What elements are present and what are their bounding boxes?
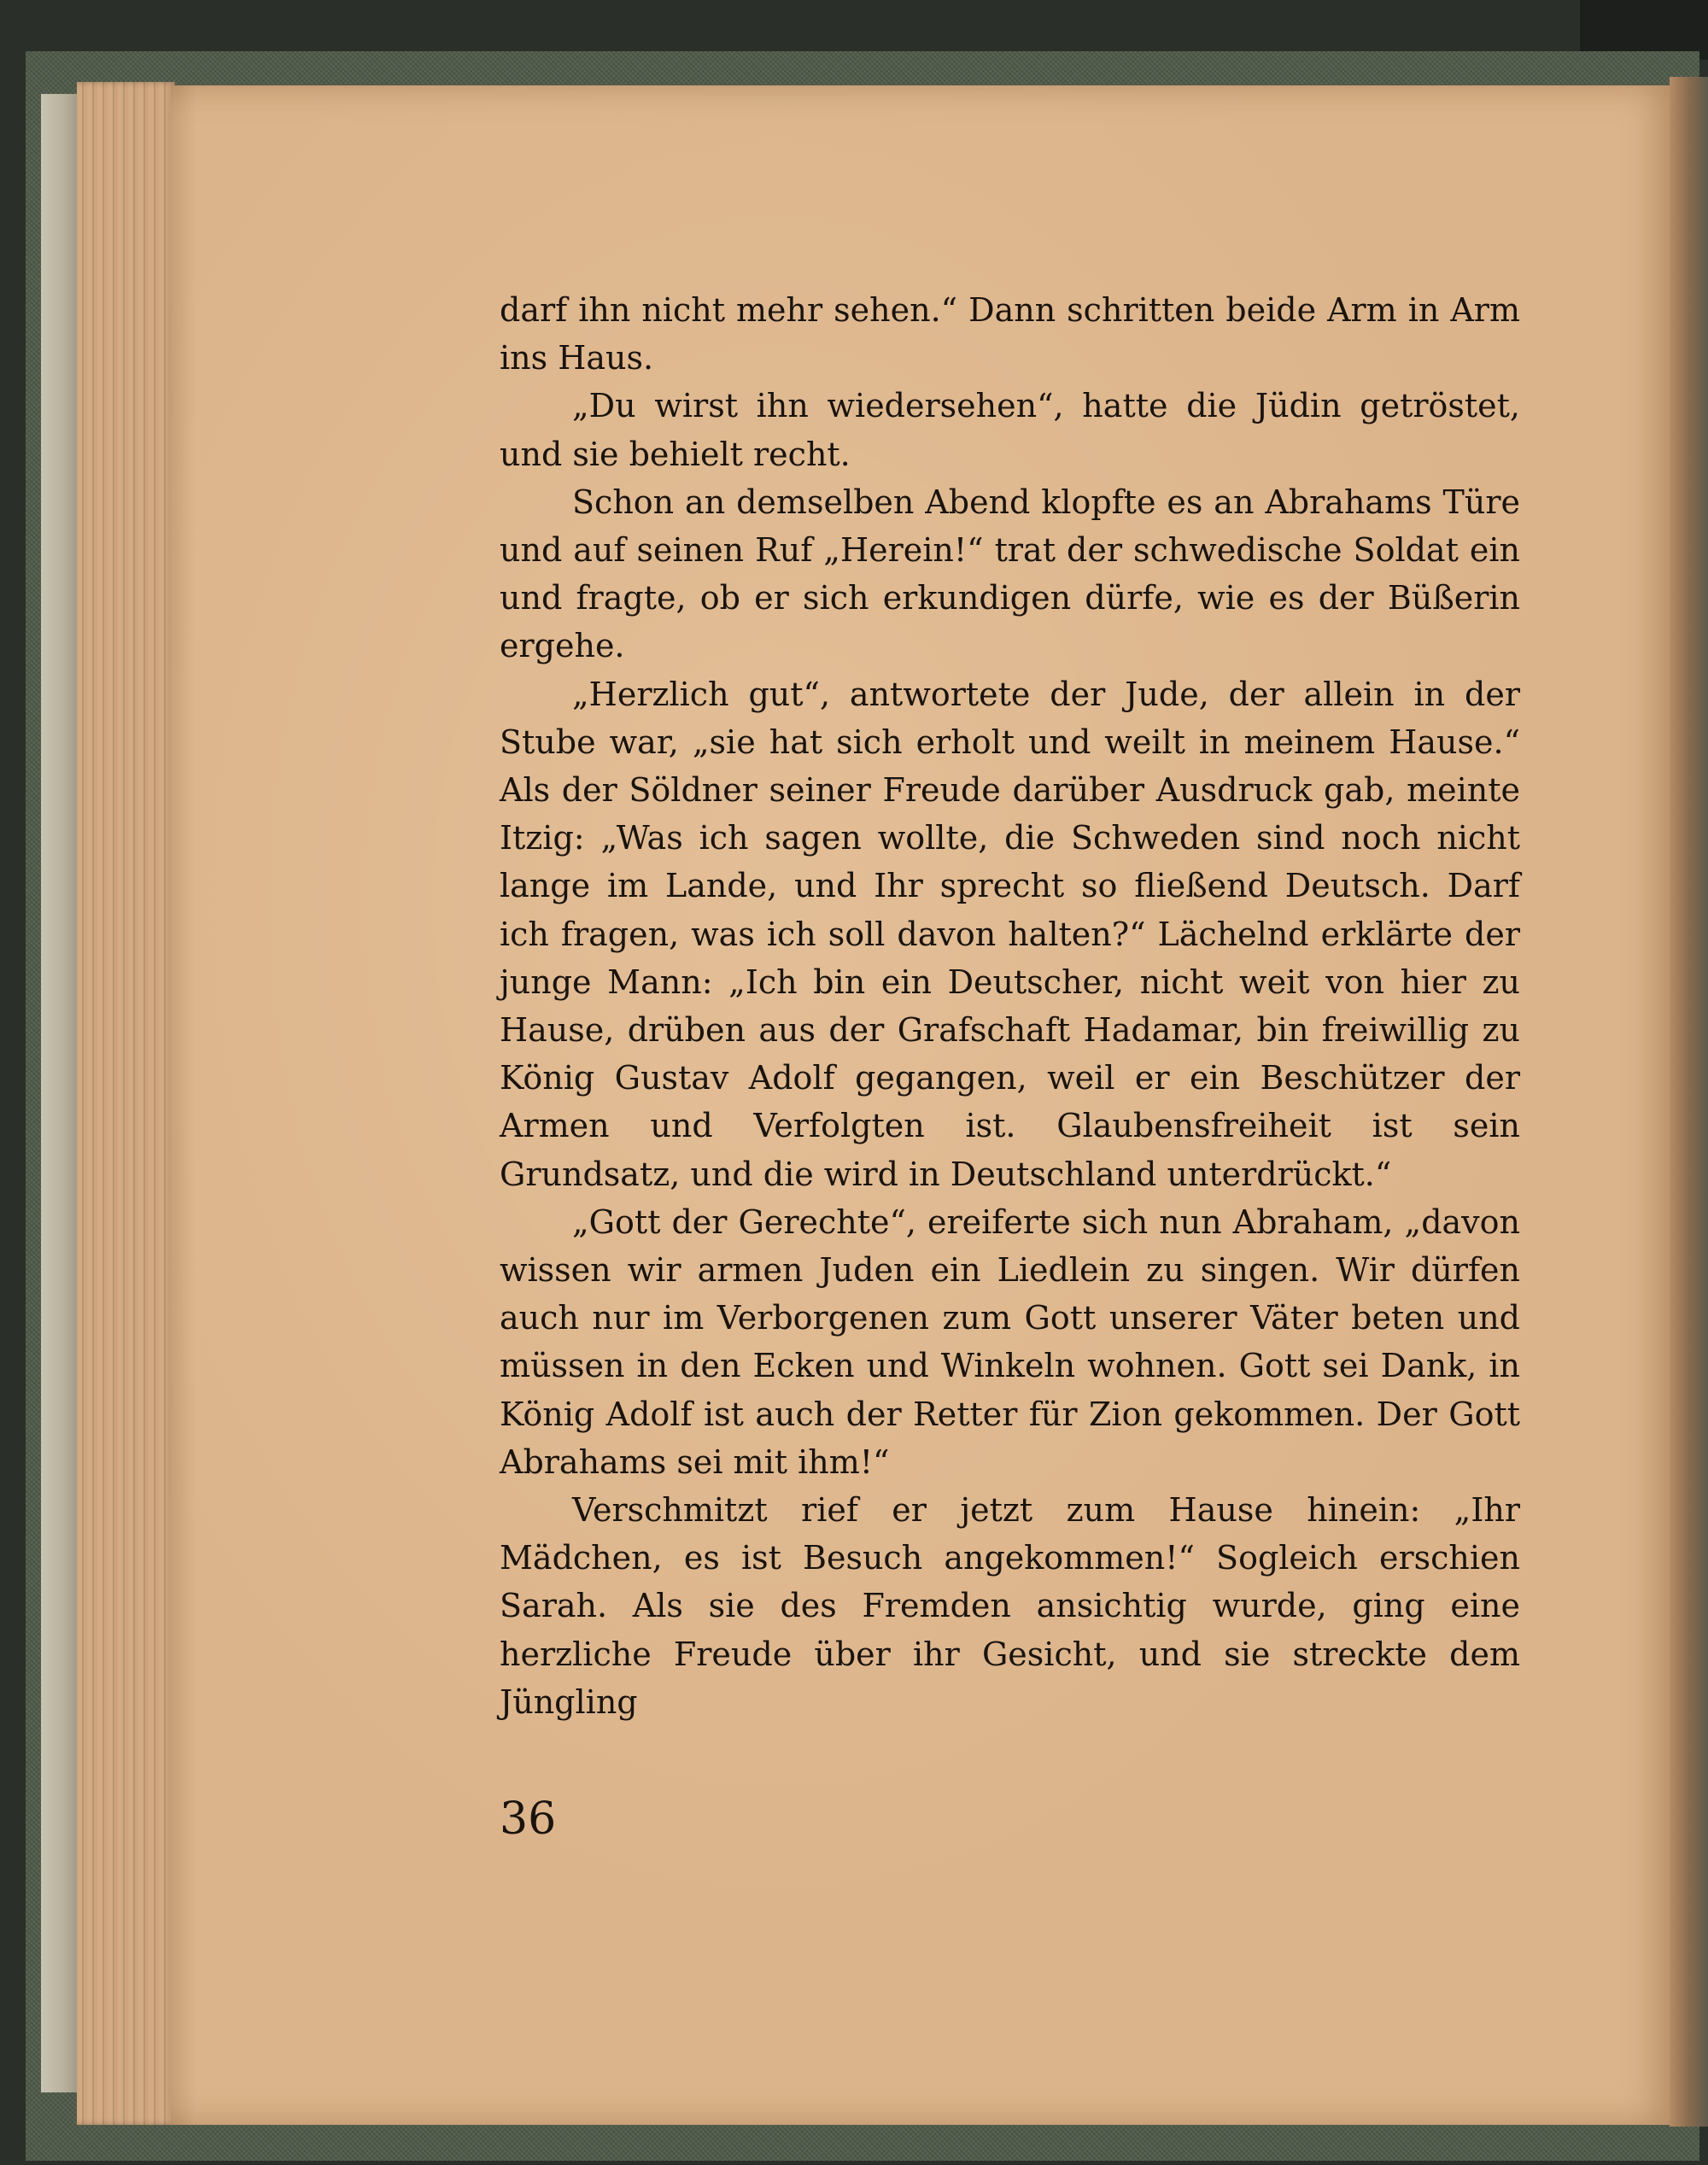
page-number: 36 xyxy=(500,1793,557,1845)
paragraph-2: „Du wirst ihn wiedersehen“, hatte die Jüdin getröstet, und sie behielt recht. xyxy=(500,387,1520,473)
paragraph-4: „Herzlich gut“, antwortete der Jude, der allein in der Stube war, „sie hat sich erholt und weilt in meinem Hause.“ Als der Söldner seiner Freude darüber Ausdruck gab, meinte Itzig: „Was ich sagen wollte, die Schweden sind noch nicht lange im Lande, und Ihr sprecht so fließend Deutsch. Darf ich fragen, was ich soll davon halten?“ Lächelnd erklärte der junge Mann: „Ich bin ein Deutscher, nicht weit von hier zu Hause, drüben aus der Grafschaft Hadamar, bin freiwillig zu König Gustav Adolf gegangen, weil er ein Beschützer der Armen und Verfolgten ist. Glaubensfreiheit ist sein Grundsatz, und die wird in Deutschland unterdrückt.“ xyxy=(500,675,1520,1193)
page-edges xyxy=(77,82,175,2125)
binding-strip xyxy=(41,94,79,2092)
paragraph-1: darf ihn nicht mehr sehen.“ Dann schritten beide Arm in Arm ins Haus. xyxy=(500,291,1520,377)
gutter-edge xyxy=(1670,77,1708,2127)
page-body-text xyxy=(500,286,1520,1726)
paragraph-6: Verschmitzt rief er jetzt zum Hause hinein: „Ihr Mädchen, es ist Besuch angekommen!“ Sogleich erschien Sarah. Als sie des Fremden ansichtig wurde, ging eine herzliche Freude über ihr Gesicht, und sie streckte dem Jüngling xyxy=(500,1491,1520,1721)
paragraph-5: „Gott der Gerechte“, ereiferte sich nun Abraham, „davon wissen wir armen Juden ein Liedlein zu singen. Wir dürfen auch nur im Verborgenen zum Gott unserer Väter beten und müssen in den Ecken und Winkeln wohnen. Gott sei Dank, in König Adolf ist auch der Retter für Zion gekommen. Der Gott Abrahams sei mit ihm!“ xyxy=(500,1202,1520,1481)
paragraph-3: Schon an demselben Abend klopfte es an Abrahams Türe und auf seinen Ruf „Herein!“ trat der schwedische Soldat ein und fragte, ob er sich erkundigen dürfe, wie es der Büßerin ergehe. xyxy=(500,483,1520,665)
